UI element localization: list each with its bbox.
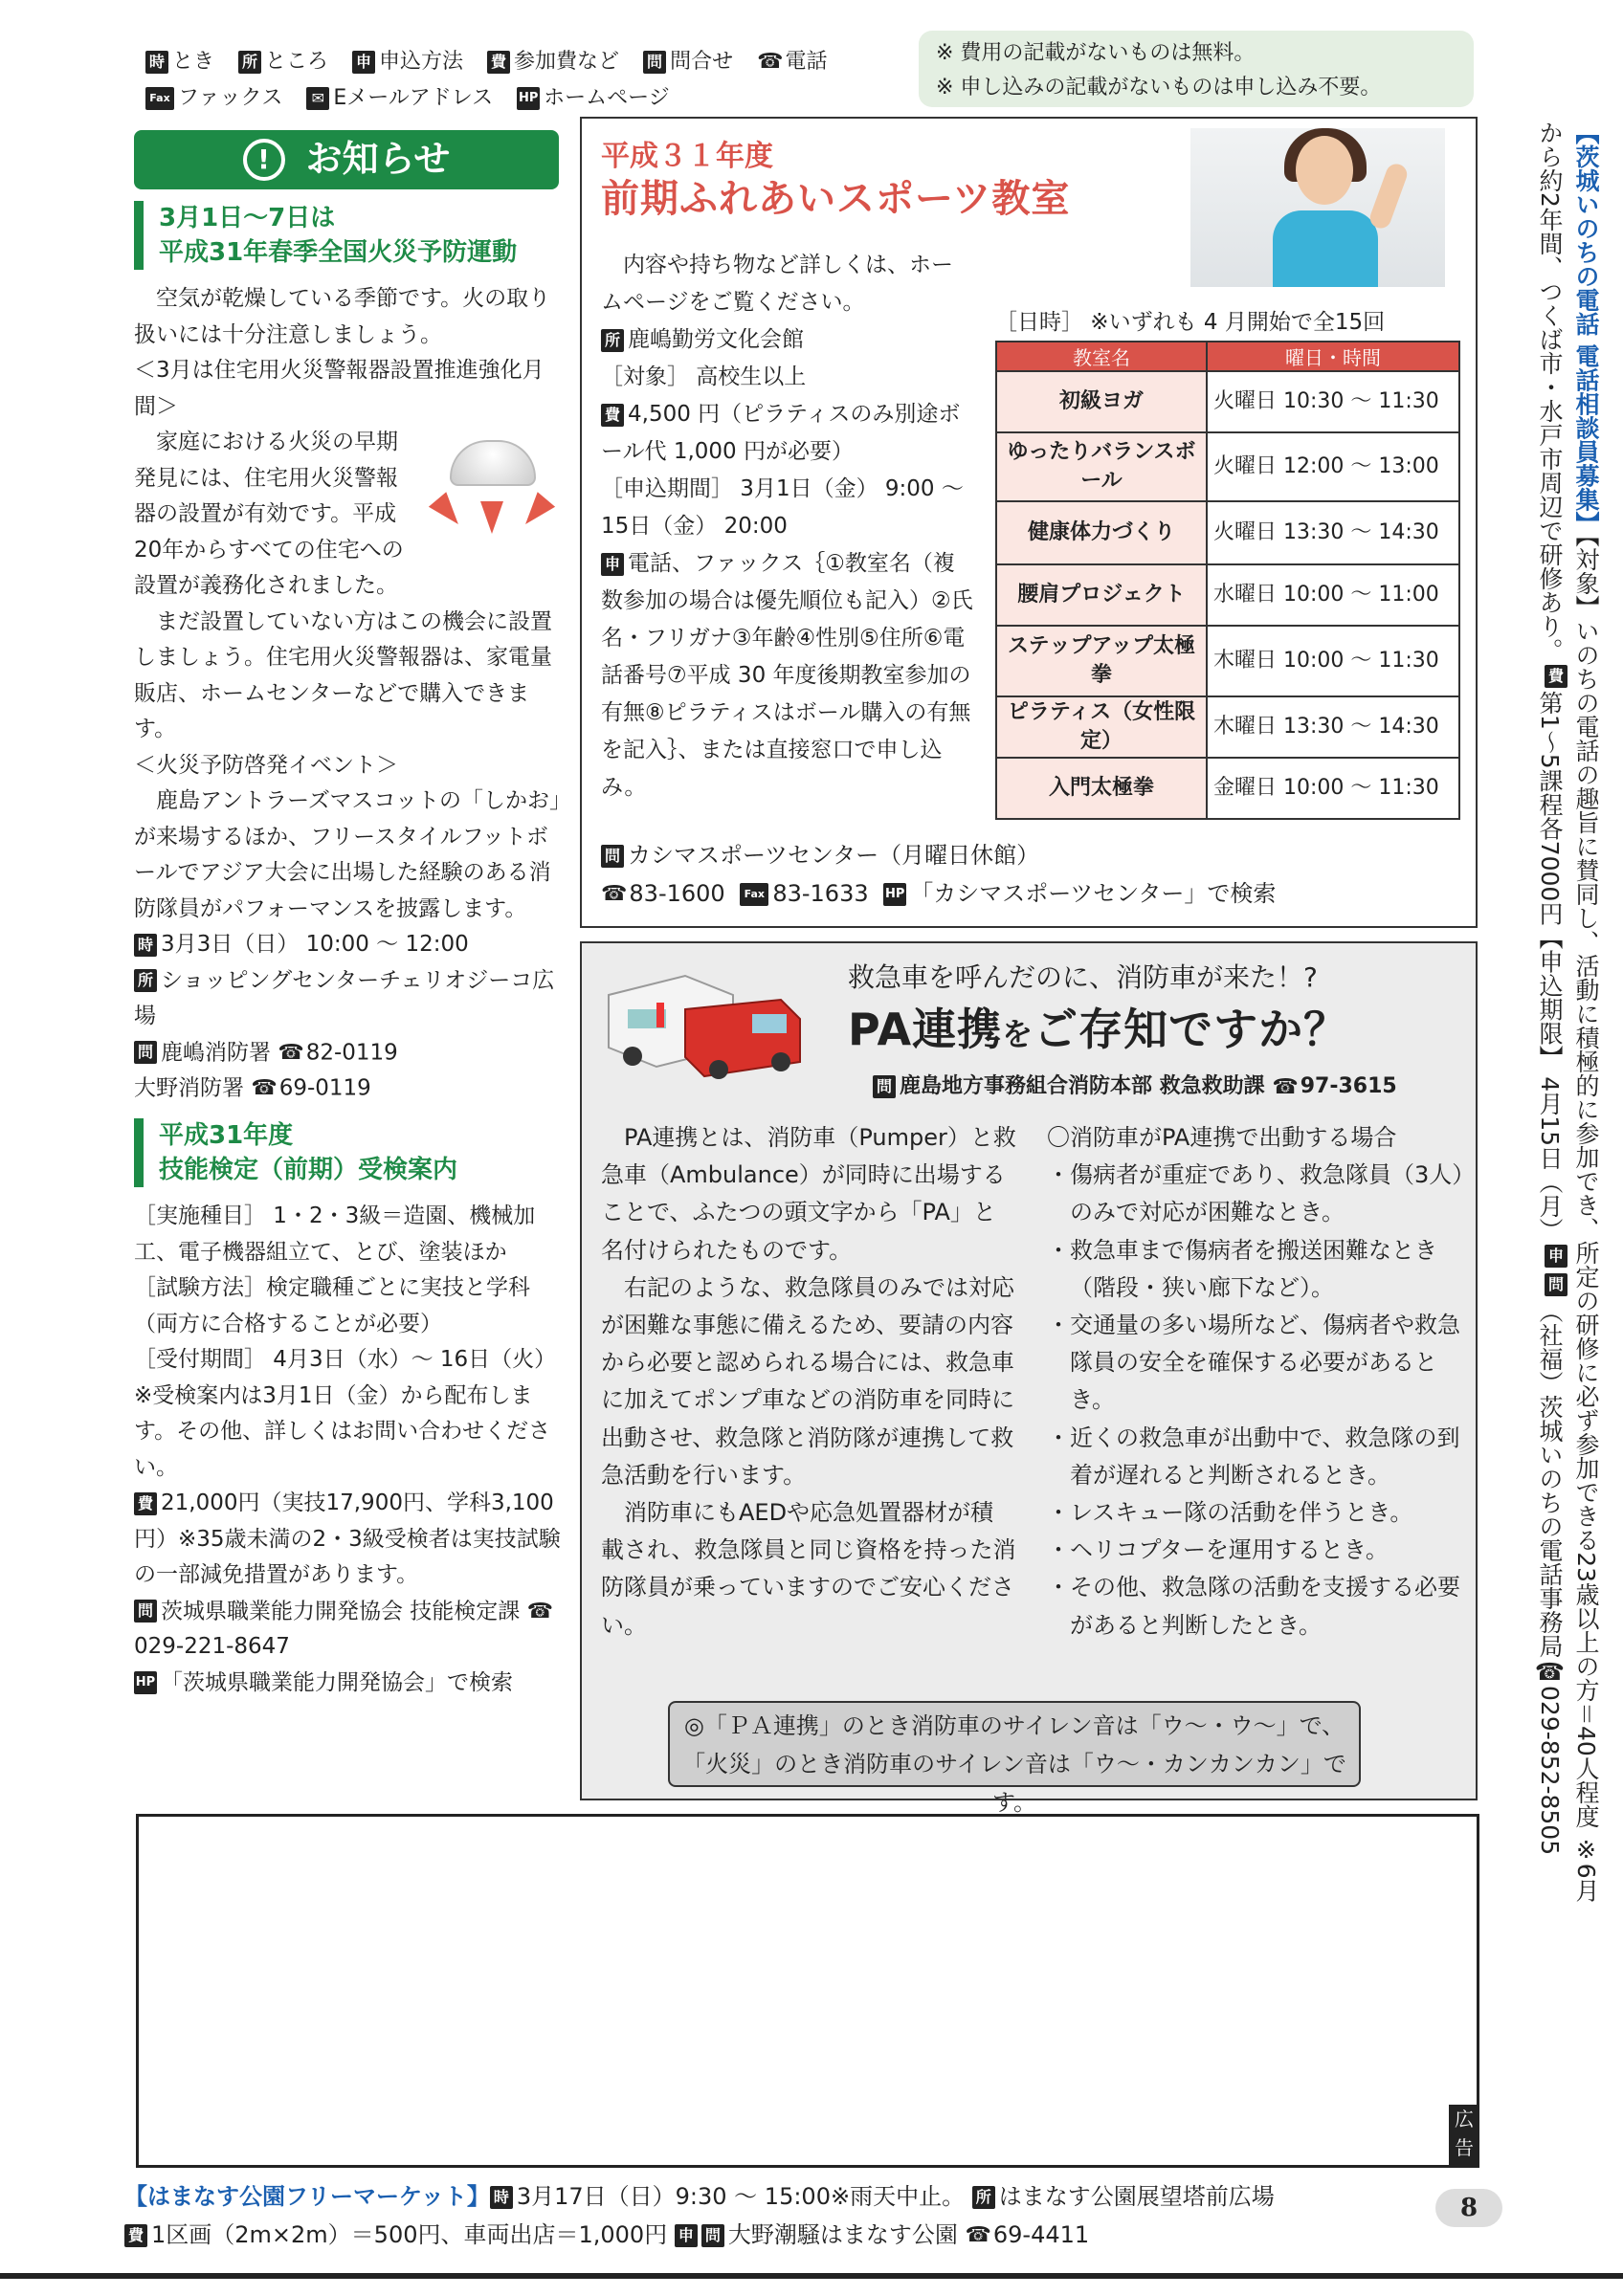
bottom-rule bbox=[0, 2273, 1623, 2279]
flea-market-notice bbox=[124, 2177, 1368, 2255]
table-row bbox=[996, 626, 1459, 696]
fire-title-1: 3月1日～7日は bbox=[159, 204, 336, 232]
homepage-icon: HP bbox=[517, 87, 540, 110]
phone-icon: ☎ bbox=[278, 1040, 304, 1065]
skill-test-title bbox=[134, 1118, 565, 1187]
pa-title-b: を bbox=[1002, 1016, 1034, 1052]
sports-fee: 4,500 円（ピラティスのみ別途ボール代 1,000 円が必要） bbox=[601, 402, 961, 464]
sports-details bbox=[601, 247, 974, 806]
legend-label: 参加費など bbox=[514, 50, 620, 74]
recruit-fee: 第1～5課程各7000円 bbox=[1536, 690, 1564, 926]
notice-column bbox=[134, 130, 565, 1701]
homepage-icon: HP bbox=[883, 883, 906, 906]
fire-subheading: ＜火災予防啓発イベント＞ bbox=[134, 752, 398, 778]
smoke-alarm-illustration bbox=[421, 432, 565, 538]
apply-icon: 申 bbox=[675, 2224, 698, 2247]
fire-paragraph: 空気が乾燥している季節です。火の取り扱いには十分注意しましょう。 bbox=[134, 286, 551, 347]
pa-paragraph: PA連携とは、消防車（Pumper）と救急車（Ambulance）が同時に出場することで、ふたつの頭文字から「PA」と名付けられたものです。 bbox=[601, 1124, 1016, 1264]
pa-title bbox=[848, 995, 1348, 1058]
table-row bbox=[996, 432, 1459, 501]
notice-heading-text: お知らせ bbox=[305, 138, 451, 181]
flea-time: 3月17日（日）9:30 ～ 15:00※雨天中止。 bbox=[516, 2183, 966, 2210]
recruit-title: 【茨城いのちの電話 電話相談員募集】 bbox=[1572, 121, 1600, 536]
advertisement-space bbox=[136, 1814, 1479, 2168]
pa-list-heading: 〇消防車がPA連携で出動する場合 bbox=[1047, 1124, 1397, 1151]
phone-icon: ☎ bbox=[1536, 1658, 1564, 1687]
skill-tel: 029-221-8647 bbox=[134, 1634, 290, 1660]
skill-kinds: ［実施種目］ 1・2・3級＝造園、機械加工、電子機器組立て、とび、塗装ほか bbox=[134, 1203, 536, 1265]
fire-title-2: 平成31年春季全国火災予防運動 bbox=[159, 238, 518, 267]
sports-place: 鹿嶋勤労文化会館 bbox=[628, 327, 804, 352]
legend-label: Eメールアドレス bbox=[333, 86, 494, 110]
pa-dept-tel: 97-3615 bbox=[1300, 1074, 1397, 1098]
list-item: ・レスキュー隊の活動を伴うとき。 bbox=[1047, 1499, 1413, 1527]
list-item: ・その他、救急隊の活動を支援する必要があると判断したとき。 bbox=[1047, 1574, 1460, 1639]
sports-tel: 83-1600 bbox=[629, 880, 725, 907]
contact-tel: 69-0119 bbox=[278, 1075, 371, 1101]
inquiry-icon: 問 bbox=[134, 1600, 157, 1623]
sports-fax: 83-1633 bbox=[772, 880, 869, 907]
sports-hp: 「カシマスポーツセンター」で検索 bbox=[910, 880, 1277, 907]
pa-dept-name: 鹿島地方事務組合消防本部 救急救助課 bbox=[900, 1074, 1265, 1098]
event-place: ショッピングセンターチェリオジーコ広場 bbox=[134, 967, 555, 1028]
contact-tel: 82-0119 bbox=[305, 1039, 398, 1065]
phone-icon: ☎ bbox=[1272, 1074, 1299, 1099]
inquiry-icon: 問 bbox=[643, 51, 666, 74]
inquiry-icon: 問 bbox=[1545, 1273, 1567, 1296]
time-icon: 時 bbox=[134, 934, 157, 957]
siren-note-line: ◎「ＰＡ連携」のとき消防車のサイレン音は「ウ～・ウ～」で、 bbox=[683, 1712, 1345, 1739]
apply-icon: 申 bbox=[601, 553, 624, 576]
inquiry-icon: 問 bbox=[873, 1075, 896, 1098]
recruit-tel: 029-852-8505 bbox=[1536, 1686, 1564, 1856]
sports-contact bbox=[601, 836, 1276, 914]
pa-title-a: PA連携 bbox=[848, 1004, 1003, 1055]
note-line: ※ 費用の記載がないものは無料。 bbox=[936, 41, 1256, 65]
fire-paragraph: まだ設置していない方はこの機会に設置しましょう。住宅用火災警報器は、家電量販店、ホームセンターなどで購入できます。 bbox=[134, 608, 552, 741]
pa-title-c: ご存知ですか？ bbox=[1034, 1004, 1349, 1055]
sports-title-year: 平成３１年度 bbox=[601, 140, 773, 173]
note-line: ※ 申し込みの記載がないものは申し込み不要。 bbox=[936, 76, 1382, 99]
class-name: 入門太極拳 bbox=[996, 758, 1207, 819]
place-icon: 所 bbox=[972, 2186, 995, 2209]
class-time: 木曜日 10:00 ～ 11:30 bbox=[1207, 626, 1459, 696]
pa-paragraph: 右記のような、救急隊員のみでは対応が困難な事態に備えるため、要請の内容から必要と認められる場合には、救急車に加えてポンプ車などの消防車を同時に出動させ、救急隊と消防隊が連携して救急活動を行います。 bbox=[601, 1273, 1014, 1489]
table-row bbox=[996, 501, 1459, 564]
recruit-contact: （社福）茨城いのちの電話事務局 bbox=[1536, 1299, 1564, 1659]
legend-label: 電話 bbox=[785, 50, 828, 74]
pa-subtitle: 救急車を呼んだのに、消防車が来た！? bbox=[848, 961, 1318, 993]
skill-fee: 21,000円（実技17,900円、学科3,100円）※35歳未満の2・3級受検者は実技試験の一部減免措置があります。 bbox=[134, 1490, 561, 1587]
pa-paragraph: 消防車にもAEDや応急処置器材が積載され、救急隊員と同じ資格を持った消防隊員が乗っていますのでご安心ください。 bbox=[601, 1499, 1016, 1639]
class-name: 腰肩プロジェクト bbox=[996, 564, 1207, 626]
fire-prevention-title bbox=[134, 201, 565, 270]
class-time: 金曜日 10:00 ～ 11:30 bbox=[1207, 758, 1459, 819]
class-time: 火曜日 10:30 ～ 11:30 bbox=[1207, 371, 1459, 432]
phone-icon: ☎ bbox=[965, 2223, 991, 2247]
inquiry-icon: 問 bbox=[701, 2224, 724, 2247]
flea-title: 【はまなす公園フリーマーケット】 bbox=[124, 2183, 490, 2210]
skill-note: ※受検案内は3月1日（金）から配布します。その他、詳しくはお問い合わせください。 bbox=[134, 1382, 551, 1480]
sports-period: ［申込期間］ 3月1日（金） 9:00 ～ 15日（金） 20:00 bbox=[601, 476, 964, 539]
icon-legend bbox=[145, 44, 901, 117]
legend-label: 申込方法 bbox=[379, 50, 464, 74]
phone-icon: ☎ bbox=[526, 1599, 554, 1623]
table-row bbox=[996, 758, 1459, 819]
table-header: 曜日・時間 bbox=[1207, 342, 1459, 371]
apply-icon: 申 bbox=[352, 51, 375, 74]
fire-paragraph: 鹿島アントラーズマスコットの「しかお」が来場するほか、フリースタイルフットボールでアジア大会に出場した経験のある消防隊員がパフォーマンスを披露します。 bbox=[134, 788, 561, 921]
place-icon: 所 bbox=[238, 51, 261, 74]
siren-note-line: 「火災」のとき消防車のサイレン音は「ウ～・カンカンカン」です。 bbox=[682, 1751, 1346, 1816]
siren-note bbox=[668, 1701, 1361, 1816]
legend-label: 問合せ bbox=[670, 50, 734, 74]
class-time: 木曜日 13:30 ～ 14:30 bbox=[1207, 696, 1459, 758]
class-name: ゆったりバランスボール bbox=[996, 432, 1207, 501]
fire-subheading: ＜3月は住宅用火災警報器設置推進強化月間＞ bbox=[134, 358, 545, 419]
sports-apply: 電話、ファックス｛①教室名（複数参加の場合は優先順位も記入）②氏名・フリガナ③年齢④性別⑤住所⑥電話番号⑦平成 30 年度後期教室参加の有無⑧ピラティスはボール購入の有無を記入｝、または直接窓口で申し込み。 bbox=[601, 551, 973, 800]
time-icon: 時 bbox=[490, 2186, 513, 2209]
table-row bbox=[996, 696, 1459, 758]
flea-tel: 69-4411 bbox=[992, 2221, 1090, 2248]
notice-heading bbox=[134, 130, 559, 189]
legend-label: ホームページ bbox=[544, 86, 670, 110]
skill-period: ［受付期間］ 4月3日（水）～ 16日（火） bbox=[134, 1347, 557, 1372]
email-icon: ✉ bbox=[306, 87, 329, 110]
fee-icon: 費 bbox=[601, 404, 624, 427]
skill-contact: 茨城県職業能力開発協会 技能検定課 bbox=[161, 1598, 521, 1623]
fire-paragraph: 家庭における火災の早期発見には、住宅用火災警報器の設置が有効です。平成20年からすべての住宅への設置が義務化されました。 bbox=[134, 430, 404, 598]
time-icon: 時 bbox=[145, 51, 168, 74]
page-number: 8 bbox=[1435, 2189, 1502, 2227]
phone-icon: ☎ bbox=[251, 1076, 278, 1101]
schedule-caption: ［日時］ ※いずれも 4 月開始で全15回 bbox=[995, 310, 1386, 335]
fee-icon: 費 bbox=[134, 1492, 157, 1515]
inquiry-icon: 問 bbox=[134, 1041, 157, 1064]
legend-label: ファックス bbox=[178, 86, 283, 110]
place-icon: 所 bbox=[601, 329, 624, 352]
table-row bbox=[996, 371, 1459, 432]
skill-title-2: 技能検定（前期）受検案内 bbox=[159, 1156, 458, 1184]
skill-method: ［試験方法］検定職種ごとに実技と学科（両方に合格することが必要） bbox=[134, 1275, 530, 1336]
class-name: ステップアップ太極拳 bbox=[996, 626, 1207, 696]
class-name: 健康体力づくり bbox=[996, 501, 1207, 564]
table-row bbox=[996, 564, 1459, 626]
sports-title: 前期ふれあいスポーツ教室 bbox=[601, 177, 1071, 221]
phone-icon: ☎ bbox=[601, 882, 628, 906]
woman-photo bbox=[1190, 128, 1445, 287]
ad-label: 広告 bbox=[1449, 2105, 1479, 2168]
exclamation-icon: ! bbox=[243, 139, 285, 181]
class-time: 水曜日 10:00 ～ 11:00 bbox=[1207, 564, 1459, 626]
list-item: ・ヘリコプターを運用するとき。 bbox=[1047, 1536, 1389, 1564]
contact-name: 鹿嶋消防署 bbox=[161, 1039, 271, 1065]
class-name: 初級ヨガ bbox=[996, 371, 1207, 432]
counselor-recruitment bbox=[1485, 121, 1604, 1919]
table-header: 教室名 bbox=[996, 342, 1207, 371]
fax-icon: Fax bbox=[145, 87, 174, 110]
legend-label: ところ bbox=[265, 50, 329, 74]
fee-icon: 費 bbox=[124, 2224, 147, 2247]
list-item: ・近くの救急車が出動中で、救急隊の到着が遅れると判断されるとき。 bbox=[1047, 1424, 1460, 1489]
pa-cases bbox=[1047, 1119, 1468, 1645]
contact-name: 大野消防署 bbox=[134, 1075, 244, 1101]
list-item: ・救急車まで傷病者を搬送困難なとき（階段・狭い廊下など）。 bbox=[1047, 1236, 1437, 1301]
sports-contact-name: カシマスポーツセンター（月曜日休館） bbox=[628, 842, 1040, 869]
skill-title-1: 平成31年度 bbox=[159, 1121, 294, 1150]
fire-truck-ambulance-illustration bbox=[599, 957, 810, 1081]
schedule-table bbox=[995, 341, 1460, 820]
sports-target: ［対象］ 高校生以上 bbox=[601, 364, 807, 389]
fee-icon: 費 bbox=[1545, 665, 1567, 688]
fee-note-box bbox=[919, 31, 1474, 107]
class-time: 火曜日 13:30 ～ 14:30 bbox=[1207, 501, 1459, 564]
pa-explanation bbox=[601, 1119, 1016, 1645]
class-time: 火曜日 12:00 ～ 13:00 bbox=[1207, 432, 1459, 501]
recruit-target: 【対象】いのちの電話の趣旨に賛同し、活動に積極的に参加でき、所定の研修に必ず参加できる23歳以上の方＝40人程度 ※6月から約2年間、つくば市・水戸市周辺で研修あり。 bbox=[1536, 121, 1600, 1903]
fax-icon: Fax bbox=[740, 883, 768, 906]
list-item: ・傷病者が重症であり、救急隊員（3人）のみで対応が困難なとき。 bbox=[1047, 1161, 1464, 1226]
flea-place: はまなす公園展望塔前広場 bbox=[998, 2183, 1275, 2210]
recruit-deadline: 【申込期限】 4月15日（月） bbox=[1536, 925, 1564, 1243]
fee-icon: 費 bbox=[487, 51, 510, 74]
pa-department bbox=[873, 1070, 1397, 1099]
legend-label: とき bbox=[172, 50, 215, 74]
place-icon: 所 bbox=[134, 969, 157, 992]
class-name: ピラティス（女性限定） bbox=[996, 696, 1207, 758]
inquiry-icon: 問 bbox=[601, 845, 624, 868]
sports-intro: 内容や持ち物など詳しくは、ホームページをご覧ください。 bbox=[601, 253, 953, 315]
skill-hp: 「茨城県職業能力開発協会」で検索 bbox=[161, 1669, 513, 1695]
phone-icon: ☎ bbox=[757, 50, 784, 74]
homepage-icon: HP bbox=[134, 1671, 157, 1694]
flea-contact: 大野潮騒はまなす公園 bbox=[727, 2221, 958, 2248]
event-time: 3月3日（日） 10:00 ～ 12:00 bbox=[161, 932, 469, 957]
flea-fee: 1区画（2m×2m）＝500円、車両出店＝1,000円 bbox=[151, 2221, 668, 2248]
list-item: ・交通量の多い場所など、傷病者や救急隊員の安全を確保する必要があるとき。 bbox=[1047, 1312, 1460, 1414]
apply-icon: 申 bbox=[1545, 1245, 1567, 1268]
